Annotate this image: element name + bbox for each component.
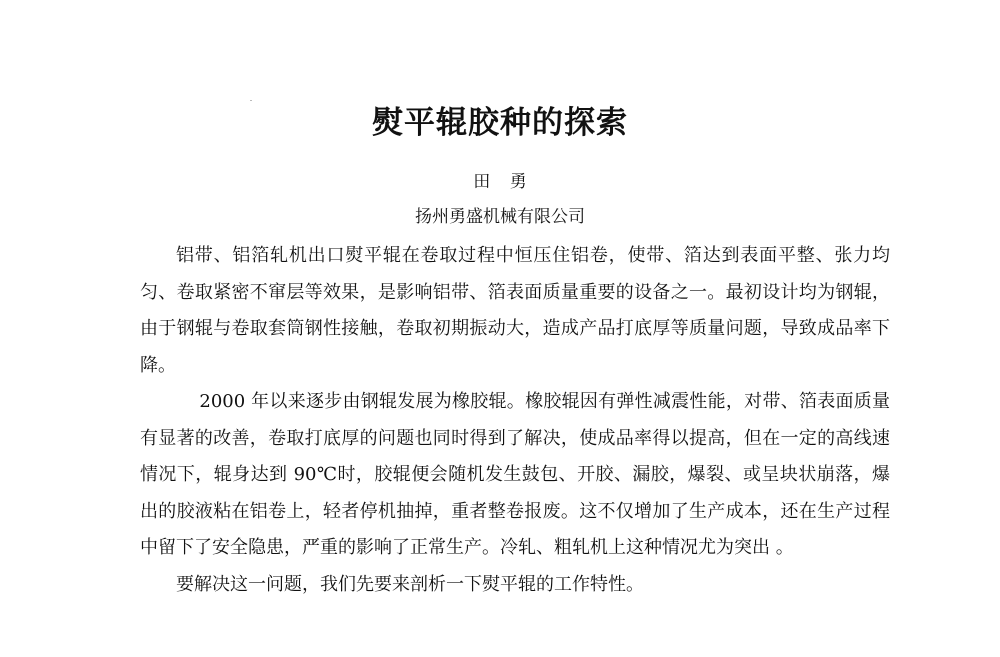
author-affiliation: 扬州勇盛机械有限公司 [415,207,585,227]
paper-title: 熨平辊胶种的探索 [372,105,628,141]
body-paragraph-1: 铝带、铝箔轧机出口熨平辊在卷取过程中恒压住铝卷，使带、箔达到表面平整、张力均匀、卷取紧密不窜层等效果，是影响铝带、箔表面质量重要的设备之一。最初设计均为钢辊，由于钢辊与卷取套筒钢性接触，卷取初期振动大，造成产品打底厚等质量问题，导致成品率下降。 [140,245,890,376]
author-name: 田 勇 [473,172,527,192]
paper-body [140,238,890,603]
body-paragraph-3: 要解决这一问题，我们先要来剖析一下熨平辊的工作特性。 [176,573,644,595]
scan-speck [250,100,252,101]
body-paragraph-2: 2000 年以来逐步由钢辊发展为橡胶辊。橡胶辊因有弹性减震性能，对带、箔表面质量有显著的改善，卷取打底厚的问题也同时得到了解决，使成品率得以提高，但在一定的高线速情况下，辊身达到 90℃时，胶辊便会随机发生鼓包、开胶、漏胶，爆裂、或呈块状崩落，爆出的胶液粘在铝卷上，轻者停机抽掉，重者整卷报废。这不仅增加了生产成本，还在生产过程中留下了安全隐患，严重的影响了正常生产。冷轧、粗轧机上这种情况尤为突出 。 [140,391,890,558]
